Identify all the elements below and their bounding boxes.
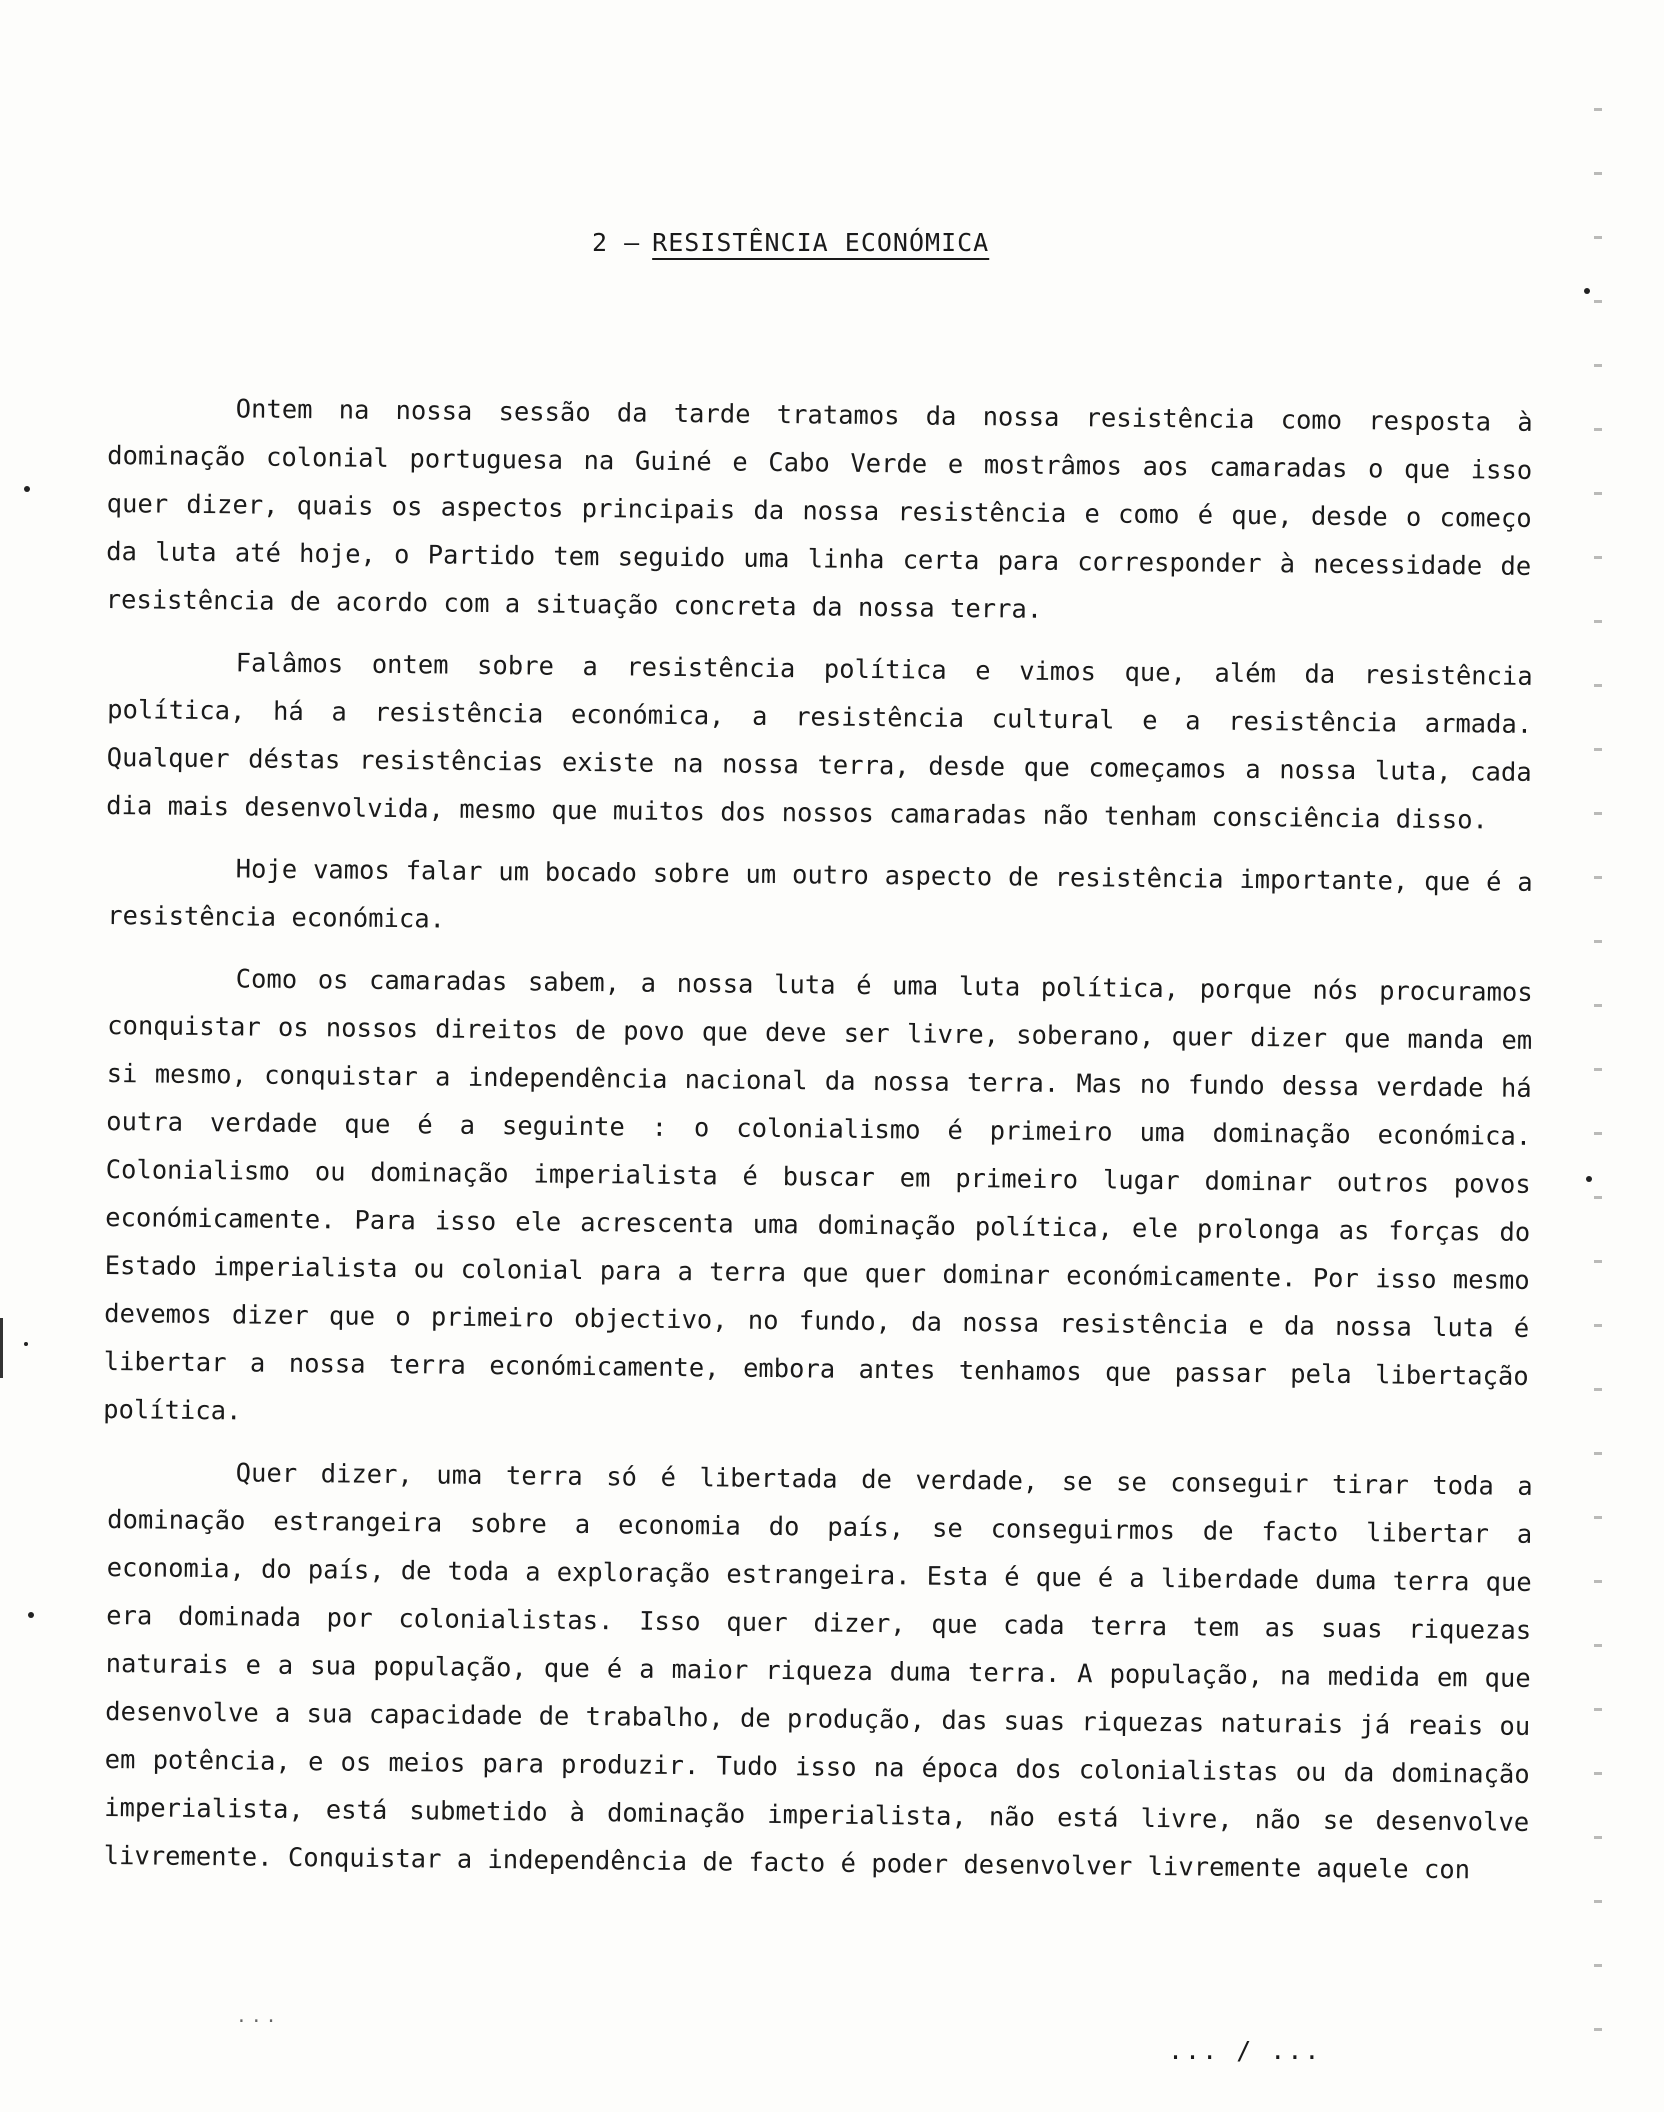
scan-speck <box>28 1612 34 1618</box>
section-title <box>592 228 989 257</box>
scan-speck <box>1586 1176 1592 1182</box>
paragraph-2: Falâmos ontem sobre a resistência política e vimos que, além da resistência política, há a resistência económica, a resistência cultural e a resistência armada. Qualquer déstas resistências existe na nossa terra, desde que começamos a nossa luta, cada dia mais desenvolvida, mesmo que muitos dos nossos camaradas não tenham consciência disso. <box>106 648 1533 836</box>
scan-speck <box>1584 288 1590 294</box>
section-number: 2 – <box>592 228 641 257</box>
footer-dots: ... <box>236 2006 281 2027</box>
scan-speck <box>24 1342 28 1346</box>
scan-margin-mark <box>0 1318 3 1378</box>
continuation-marker: ... / ... <box>1168 2036 1322 2065</box>
paragraph-3: Hoje vamos falar um bocado sobre um outro aspecto de resistência importante, que é a resistência económica. <box>107 854 1533 935</box>
body-text <box>103 384 1533 1894</box>
scan-edge-artifact <box>1594 80 1602 2080</box>
paragraph-5: Quer dizer, uma terra só é libertada de verdade, se se conseguir tirar toda a dominação estrangeira sobre a economia do país, se conseguirmos de facto libertar a economia, do país, de toda a exploração estrangeira. Esta é que é a liberdade duma terra que era dominada por colonialistas. Isso quer dizer, que cada terra tem as suas riquezas naturais e a sua população, que é a maior riqueza duma terra. A população, na medida em que desenvolve a sua capacidade de trabalho, de produção, das suas riquezas naturais já reais ou em potência, e os meios para produzir. Tudo isso na época dos colonialistas ou da dominação imperialista, está submetido à dominação imperialista, não está livre, não se desenvolve livremente. Conquistar a independência de facto é poder desenvolver livremente aquele con <box>103 1458 1533 1886</box>
paragraph-4: Como os camaradas sabem, a nossa luta é uma luta política, porque nós procuramos conquistar os nossos direitos de povo que deve ser livre, soberano, quer dizer que manda em si mesmo, conquistar a independência nacional da nossa terra. Mas no fundo dessa verdade há outra verdade que é a seguinte : o colonialismo é primeiro uma dominação económica. Colonialismo ou dominação imperialista é buscar em primeiro lugar dominar outros povos económicamente. Para isso ele acrescenta uma dominação política, ele prolonga as forças do Estado imperialista ou colonial para a terra que quer dominar económicamente. Por isso mesmo devemos dizer que o primeiro objectivo, no fundo, da nossa resistência e da nossa luta é libertar a nossa terra económicamente, embora antes tenhamos que passar pela libertação política. <box>103 964 1533 1427</box>
section-heading: RESISTÊNCIA ECONÓMICA <box>652 228 990 257</box>
paragraph-1: Ontem na nossa sessão da tarde tratamos da nossa resistência como resposta à dominação colonial portuguesa na Guiné e Cabo Verde e mostrâmos aos camaradas o que isso quer dizer, quais os aspectos principais da nossa resistência e como é que, desde o começo da luta até hoje, o Partido tem seguido uma linha certa para corresponder à necessidade de resistência de acordo com a situação concreta da nossa terra. <box>105 394 1533 625</box>
scan-speck <box>24 486 30 492</box>
